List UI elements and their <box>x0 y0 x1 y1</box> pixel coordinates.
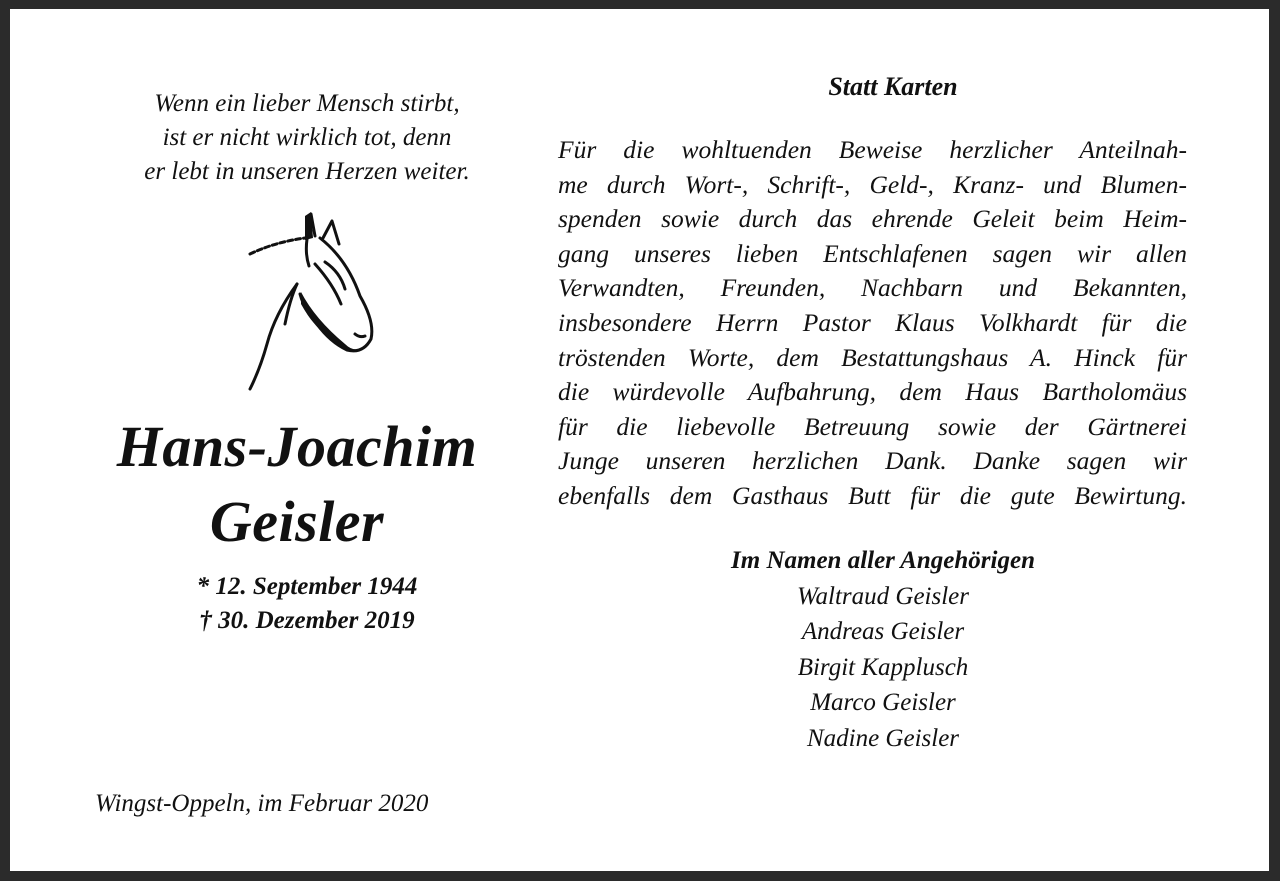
place-and-date: Wingst-Oppeln, im Februar 2020 <box>95 790 429 817</box>
birth-date: * 12. September 1944 <box>196 573 418 600</box>
obituary-card <box>10 9 1269 871</box>
family-member: Andreas Geisler <box>801 618 965 645</box>
body-line: ebenfalls dem Gasthaus Butt für die gute Bewirtung. <box>558 480 1187 510</box>
body-line: tröstenden Worte, dem Bestattungshaus A. Hinck für <box>558 342 1187 372</box>
deceased-name <box>40 409 554 559</box>
body-line: für die liebevolle Betreuung sowie der Gärtnerei <box>558 411 1187 441</box>
quote-line: ist er nicht wirklich tot, denn <box>162 124 452 151</box>
life-dates <box>70 570 544 638</box>
body-line: Junge unseren herzlichen Dank. Danke sagen wir <box>558 446 1187 476</box>
family-member: Waltraud Geisler <box>797 582 969 610</box>
heading: Statt Karten <box>828 72 958 101</box>
family-member: Marco Geisler <box>810 689 956 716</box>
thank-you-text <box>558 133 1187 514</box>
horse-head-illustration <box>235 204 385 394</box>
body-line: spenden sowie durch das ehrende Geleit beim Heim- <box>558 204 1187 234</box>
signature-block <box>558 543 1208 756</box>
body-line: die würdevolle Aufbahrung, dem Haus Bartholomäus <box>558 377 1187 407</box>
memorial-quote <box>70 87 544 189</box>
family-member: Birgit Kapplusch <box>797 653 969 681</box>
body-line: me durch Wort-, Schrift-, Geld-, Kranz- und Blumen- <box>558 169 1187 199</box>
body-line: Verwandten, Freunden, Nachbarn und Bekannten, <box>558 273 1187 303</box>
last-name: Geisler <box>209 489 385 554</box>
body-line: Für die wohltuenden Beweise herzlicher Anteilnah- <box>558 135 1187 164</box>
signature-lead: Im Namen aller Angehörigen <box>731 547 1035 574</box>
body-line: gang unseres lieben Entschlafenen sagen wir allen <box>558 238 1187 268</box>
quote-line: er lebt in unseren Herzen weiter. <box>144 158 470 185</box>
first-name: Hans-Joachim <box>116 414 478 479</box>
death-date: † 30. Dezember 2019 <box>199 607 415 634</box>
quote-line: Wenn ein lieber Mensch stirbt, <box>154 90 460 117</box>
body-line: insbesondere Herrn Pastor Klaus Volkhardt für die <box>558 307 1187 337</box>
family-member: Nadine Geisler <box>806 724 960 752</box>
